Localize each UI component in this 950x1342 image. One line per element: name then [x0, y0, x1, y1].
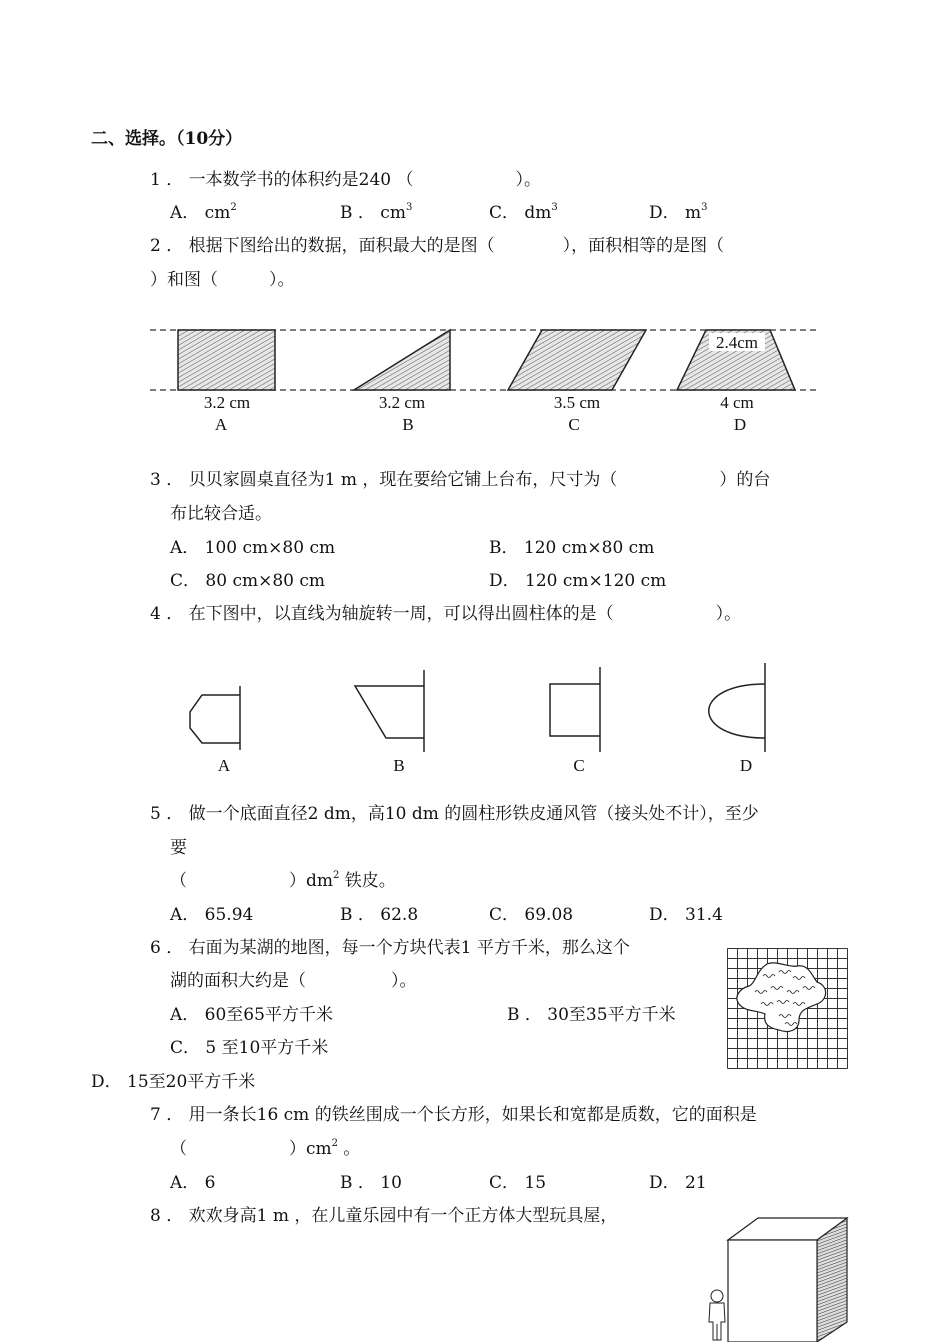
shape-c-outline [550, 684, 600, 736]
shape-b-outline [355, 686, 424, 738]
question-2-line1: 2 ． 根据下图给出的数据，面积最大的是图（ ），面积相等的是图（ [150, 236, 725, 256]
lake-shape [737, 963, 826, 1032]
q3-option-b[interactable]: B． 120 cm×80 cm [489, 538, 655, 558]
question-5-line1: 5 ． 做一个底面直径2 dm，高10 dm 的圆柱形铁皮通风管（接头处不计），至少 [150, 804, 759, 824]
q6-option-c[interactable]: C． 5 至10平方千米 [170, 1038, 329, 1058]
shape-d-measure: 4 cm [720, 393, 754, 412]
question-3-line2: 布比较合适。 [170, 504, 272, 524]
question-5-line2: 要 [170, 838, 187, 858]
q5-option-b[interactable]: B ． 62.8 [340, 905, 419, 925]
cube-figure [700, 1210, 860, 1342]
shape-b-measure: 3.2 cm [378, 393, 426, 412]
q5-option-d[interactable]: D． 31.4 [649, 905, 723, 925]
q3-option-d[interactable]: D． 120 cm×120 cm [489, 571, 667, 591]
q7-option-c[interactable]: C． 15 [489, 1173, 547, 1193]
section-title: 二、选择。（10分） [91, 129, 243, 149]
question-6-line1: 6 ． 右面为某湖的地图，每一个方块代表1 平方千米，那么这个 [150, 938, 630, 958]
shape-a-outline [190, 695, 240, 743]
q4-letter-b: B [393, 756, 405, 775]
q6-option-a[interactable]: A． 60至65平方千米 [170, 1005, 333, 1025]
q1-option-b[interactable]: B ． $cm^3$ [340, 202, 413, 223]
q5-option-c[interactable]: C． 69.08 [489, 905, 574, 925]
question-1-stem: 1 ． 一本数学书的体积约是240 （ ）。 [150, 170, 541, 190]
q3-option-a[interactable]: A． 100 cm×80 cm [170, 538, 336, 558]
q3-option-c[interactable]: C． 80 cm×80 cm [170, 571, 326, 591]
q7-option-d[interactable]: D． 21 [649, 1173, 707, 1193]
shape-c-measure: 3.5 cm [553, 393, 601, 412]
q7-option-b[interactable]: B ． 10 [340, 1173, 402, 1193]
q1-option-d[interactable]: D． $m^3$ [649, 202, 708, 223]
question-3-line1: 3 ． 贝贝家圆桌直径为1 m ，现在要给它铺上台布，尺寸为（ ）的台 [150, 470, 771, 490]
shape-d-letter: D [733, 415, 747, 434]
lake-map [727, 948, 848, 1069]
shape-a-letter: A [214, 415, 228, 434]
q6-option-b[interactable]: B ． 30至35平方千米 [507, 1005, 676, 1025]
question-6-line2: 湖的面积大约是（ ）。 [170, 971, 417, 991]
q4-letter-a: A [217, 756, 231, 775]
q4-letter-d: D [739, 756, 753, 775]
shape-c-letter: C [568, 415, 580, 434]
cube-front-face [728, 1240, 817, 1342]
child-figure [709, 1290, 725, 1340]
q1-option-c[interactable]: C． $dm^3$ [489, 202, 558, 223]
q7-option-a[interactable]: A． 6 [170, 1173, 216, 1193]
shape-a-measure: 3.2 cm [203, 393, 251, 412]
question-7-line2: （ ）$cm^2$ 。 [170, 1138, 361, 1159]
shape-b-letter: B [402, 415, 414, 434]
shape-d-outline [709, 684, 765, 738]
question-8-stem: 8 ． 欢欢身高1 m ，在儿童乐园中有一个正方体大型玩具屋， [150, 1206, 618, 1226]
q1-option-a[interactable]: A． $cm^2$ [170, 202, 237, 223]
question-7-line1: 7 ． 用一条长16 cm 的铁丝围成一个长方形，如果长和宽都是质数，它的面积是 [150, 1105, 757, 1125]
shape-d-top-label: 2.4cm [715, 333, 759, 352]
q4-letter-c: C [573, 756, 585, 775]
question-5-line3: （ ）$dm^2$ 铁皮。 [170, 870, 396, 891]
q6-option-d[interactable]: D． 15至20平方千米 [91, 1072, 256, 1092]
question-4-stem: 4 ． 在下图中，以直线为轴旋转一周，可以得出圆柱体的是（ ）。 [150, 604, 742, 624]
question-2-line2: ）和图（ ）。 [150, 270, 295, 290]
q5-option-a[interactable]: A． 65.94 [170, 905, 254, 925]
